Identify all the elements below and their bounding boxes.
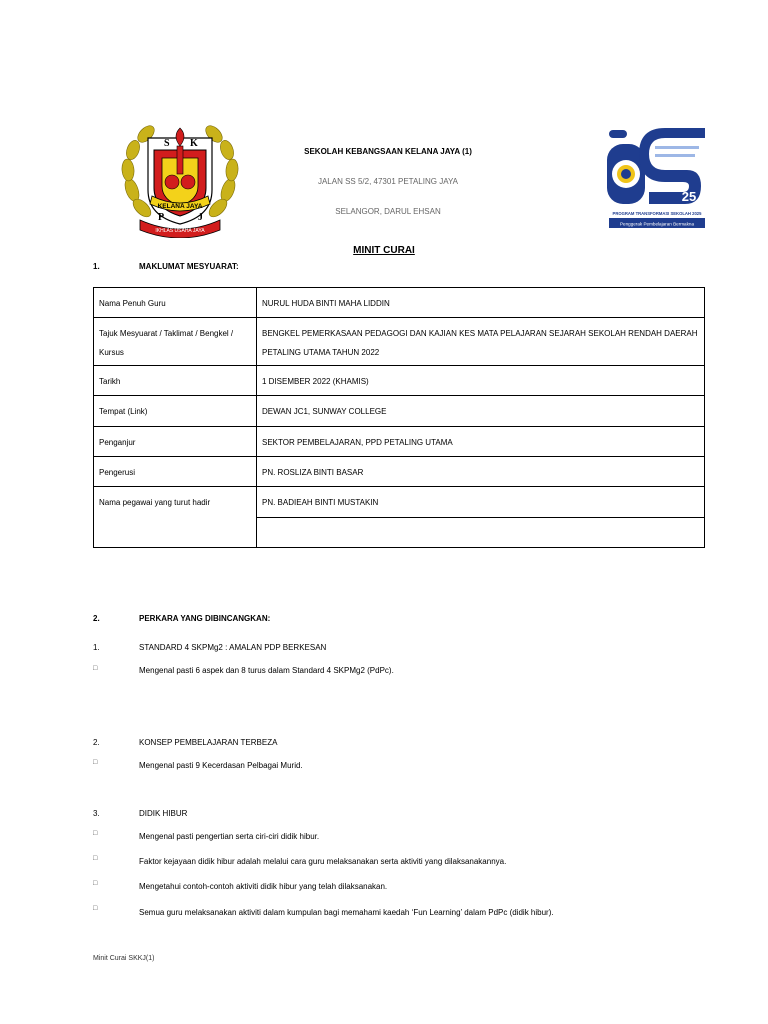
row-label: Tarikh [94, 366, 257, 396]
pts-number: 25 [681, 189, 697, 204]
row-value: NURUL HUDA BINTI MAHA LIDDIN [257, 288, 705, 318]
page-footer: Minit Curai SKKJ(1) [93, 955, 155, 962]
document-title: MINIT CURAI [353, 245, 415, 256]
bullet-icon: □ [93, 855, 98, 862]
row-value: 1 DISEMBER 2022 (KHAMIS) [257, 366, 705, 396]
item-number: 1. [93, 643, 100, 652]
row-label: Nama pegawai yang turut hadir [94, 487, 257, 548]
table-row [94, 318, 705, 366]
table-row [94, 288, 705, 318]
crest-bottom-text: IKHLAS USAHA JAYA [155, 228, 205, 234]
address-line1: JALAN SS 5/2, 47301 PETALING JAYA [317, 177, 459, 186]
row-label: Tajuk Mesyuarat / Taklimat / Bengkel / Kursus [94, 318, 257, 366]
bullet-icon: □ [93, 665, 98, 672]
row-value: PN. ROSLIZA BINTI BASAR [257, 457, 705, 487]
school-name: SEKOLAH KEBANGSAAN KELANA JAYA (1) [304, 147, 472, 156]
address-line2: SELANGOR, DARUL EHSAN [335, 207, 441, 216]
section1-number: 1. [93, 262, 100, 271]
crest-ribbon-text: KELANA JAYA [157, 203, 203, 210]
school-crest-logo [118, 120, 242, 238]
bullet-icon: □ [93, 880, 98, 887]
section2-number: 2. [93, 614, 100, 623]
row-value-empty [257, 518, 705, 548]
item-number: 2. [93, 738, 100, 747]
row-value: DEWAN JC1, SUNWAY COLLEGE [257, 396, 705, 427]
meeting-info-table [93, 287, 705, 548]
row-label: Tempat (Link) [94, 396, 257, 427]
item-number: 3. [93, 809, 100, 818]
table-row [94, 487, 705, 518]
crest-letter-p: P [158, 212, 165, 223]
section1-title: MAKLUMAT MESYUARAT: [139, 262, 239, 271]
bullet-icon: □ [93, 759, 98, 766]
table-row [94, 427, 705, 457]
item-bullet-text: Mengenal pasti 6 aspek dan 8 turus dalam Standard 4 SKPMg2 (PdPc). [139, 666, 394, 675]
section2-title: PERKARA YANG DIBINCANGKAN: [139, 614, 271, 623]
crest-letter-s: S [164, 138, 170, 149]
row-label: Pengerusi [94, 457, 257, 487]
item-bullet-text: Mengetahui contoh-contoh aktiviti didik hibur yang telah dilaksanakan. [139, 882, 388, 891]
item-title: KONSEP PEMBELAJARAN TERBEZA [139, 738, 278, 747]
bullet-icon: □ [93, 830, 98, 837]
row-value: PN. BADIEAH BINTI MUSTAKIN [257, 487, 705, 518]
crest-letter-j: J [198, 212, 203, 223]
row-value: SEKTOR PEMBELAJARAN, PPD PETALING UTAMA [257, 427, 705, 457]
item-bullet-text: Faktor kejayaan didik hibur adalah melalui cara guru melaksanakan serta aktiviti yang dilaksanakannya. [139, 857, 507, 866]
item-title: STANDARD 4 SKPMg2 : AMALAN PDP BERKESAN [139, 643, 327, 652]
row-label: Nama Penuh Guru [94, 288, 257, 318]
table-row [94, 366, 705, 396]
crest-letter-k: K [190, 138, 198, 149]
pts-sub: Penggerak Pembelajaran Bermakna [619, 221, 695, 227]
table-row [94, 457, 705, 487]
item-bullet-text: Semua guru melaksanakan aktiviti dalam kumpulan bagi memahami kaedah ‘Fun Learning’ dalam PdPc (didik hibur). [139, 908, 554, 917]
table-row [94, 396, 705, 427]
pts-tagline: PROGRAM TRANSFORMASI SEKOLAH 2025 [612, 211, 702, 216]
item-title: DIDIK HIBUR [139, 809, 188, 818]
row-value: BENGKEL PEMERKASAAN PEDAGOGI DAN KAJIAN KES MATA PELAJARAN SEJARAH SEKOLAH RENDAH DAERAH PETALING UTAMA TAHUN 2022 [257, 318, 705, 366]
row-label: Penganjur [94, 427, 257, 457]
item-bullet-text: Mengenal pasti 9 Kecerdasan Pelbagai Murid. [139, 761, 303, 770]
pts-2025-logo [603, 124, 711, 230]
item-bullet-text: Mengenal pasti pengertian serta ciri-ciri didik hibur. [139, 832, 320, 841]
bullet-icon: □ [93, 905, 98, 912]
